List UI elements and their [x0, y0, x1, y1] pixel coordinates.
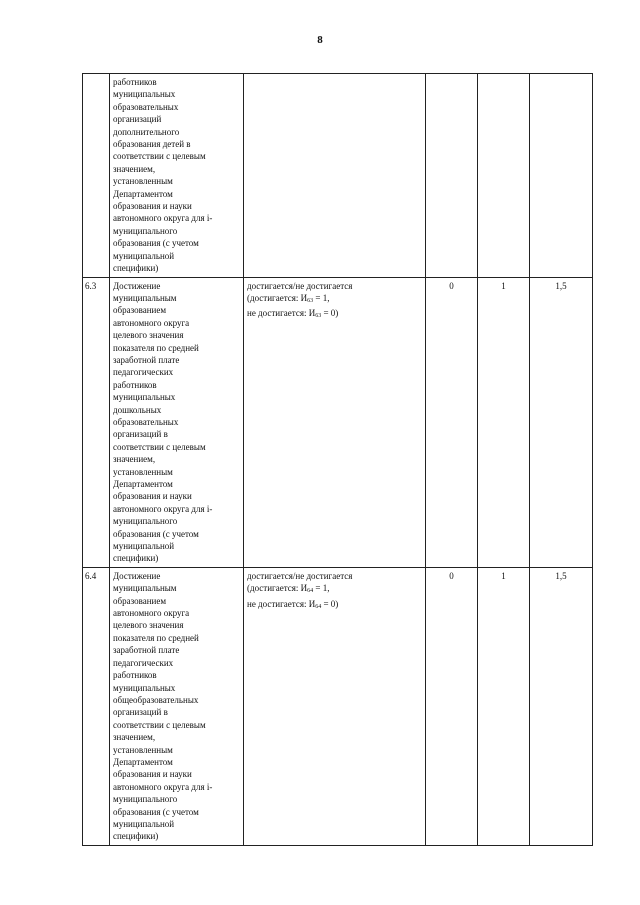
- value-cell-3: [530, 74, 593, 278]
- calc-text: не достигается: И: [247, 598, 316, 609]
- calculation-cell: [244, 74, 426, 278]
- row-number: [83, 74, 110, 278]
- calc-text: (достигается: И: [247, 292, 308, 303]
- indicator-index: 63: [315, 313, 322, 320]
- indicator-name: [110, 567, 244, 845]
- indicator-name: [110, 277, 244, 567]
- value-cell-1: 0: [426, 567, 478, 845]
- calculation-line: [247, 292, 422, 307]
- table-row: [83, 74, 593, 278]
- value-cell-2: [478, 74, 530, 278]
- value-cell-2: 1: [478, 277, 530, 567]
- calculation-cell: [244, 567, 426, 845]
- calc-text: = 0): [321, 308, 339, 319]
- calculation-cell: [244, 277, 426, 567]
- calculation-line: достигается/не достигается: [247, 570, 353, 581]
- indicator-table: [82, 73, 593, 846]
- value-cell-3: 1,5: [530, 567, 593, 845]
- indicator-name-text: Достижение муниципальным образованием автономного округа целевого значения показателя по средней заработной плате педагогических работников муниципальных общеобразовательных организаций в соответствии с целевым значением, установленным Департаментом образования и науки автономного округа для i- муниципального образования (с учетом муниципальной специфики): [113, 570, 213, 842]
- calc-text: = 1,: [313, 292, 330, 303]
- indicator-index: 63: [307, 297, 314, 304]
- indicator-name-text: работников муниципальных образовательных организаций дополнительного образования детей в соответствии с целевым значением, установленным Департаментом образования и науки автономного округа для i- муниципального образования (с учетом муниципальной специфики): [113, 77, 213, 274]
- calc-text: = 1,: [313, 583, 330, 594]
- page-number: 8: [317, 34, 323, 46]
- value-cell-1: [426, 74, 478, 278]
- indicator-index: 64: [307, 588, 314, 595]
- calculation-line: достигается/не достигается: [247, 280, 353, 291]
- table-row: [83, 567, 593, 845]
- indicator-name-text: Достижение муниципальным образованием автономного округа целевого значения показателя по средней заработной плате педагогических работников муниципальных дошкольных образовательных организаций в соответствии с целевым значением, установленным Департаментом образования и науки автономного округа для i- муниципального образования (с учетом муниципальной специфики): [113, 280, 213, 564]
- calculation-line: [247, 598, 422, 613]
- value-cell-2: 1: [478, 567, 530, 845]
- indicator-name: [110, 74, 244, 278]
- calculation-line: [247, 582, 422, 597]
- calc-text: (достигается: И: [247, 583, 308, 594]
- table-row: [83, 277, 593, 567]
- row-number: 6.3: [83, 277, 110, 567]
- value-cell-3: 1,5: [530, 277, 593, 567]
- indicator-index: 64: [315, 603, 322, 610]
- value-cell-1: 0: [426, 277, 478, 567]
- calculation-line: [247, 307, 422, 322]
- row-number: 6.4: [83, 567, 110, 845]
- calc-text: = 0): [321, 598, 339, 609]
- calc-text: не достигается: И: [247, 308, 316, 319]
